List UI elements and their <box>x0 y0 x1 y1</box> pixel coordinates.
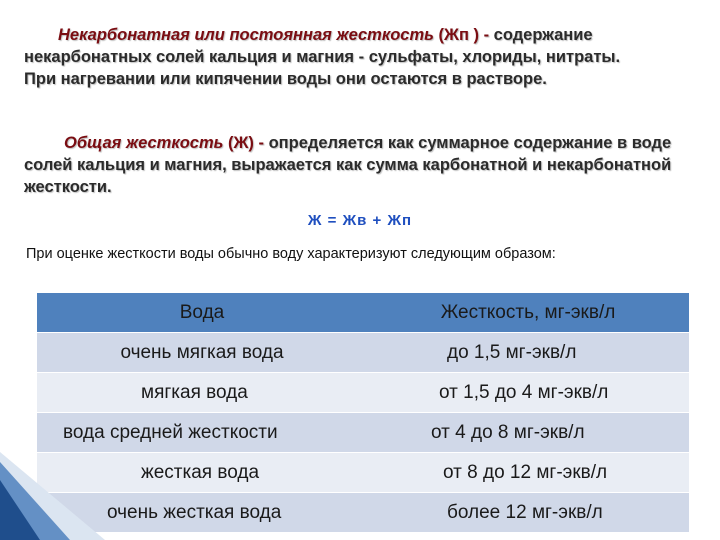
paragraph-total-hardness <box>24 132 704 198</box>
table-header-row <box>37 293 689 333</box>
cell-hardness: более 12 мг-экв/л <box>367 493 689 533</box>
header-hardness: Жесткость, мг-экв/л <box>367 293 689 333</box>
abbr-total: (Ж) - <box>228 134 264 152</box>
cell-water: очень жесткая вода <box>37 493 367 533</box>
cell-hardness: от 8 до 12 мг-экв/л <box>367 453 689 493</box>
cell-water: жесткая вода <box>37 453 367 493</box>
total-hardness-definition: определяется как суммарное содержание в воде солей кальция и магния, выражается как сумма карбонатной и некарбонатной жесткости. <box>24 134 672 196</box>
table-row <box>37 493 689 533</box>
abbr-noncarbonate: (Жп ) - <box>438 26 490 44</box>
table-row <box>37 413 689 453</box>
cell-hardness: до 1,5 мг-экв/л <box>367 333 689 373</box>
cell-hardness: от 4 до 8 мг-экв/л <box>367 413 689 453</box>
intro-note: При оценке жесткости воды обычно воду характеризуют следующим образом: <box>26 246 556 262</box>
cell-water: очень мягкая вода <box>37 333 367 373</box>
table-row <box>37 373 689 413</box>
noncarbonate-definition: содержание некарбонатных солей кальция и магния - сульфаты, хлориды, нитраты. <box>24 26 621 66</box>
noncarbonate-heating-note: При нагревании или кипячении воды они остаются в растворе. <box>24 70 547 88</box>
table-row <box>37 333 689 373</box>
term-total-hardness: Общая жесткость <box>64 134 224 152</box>
table-row <box>37 453 689 493</box>
cell-hardness: от 1,5 до 4 мг-экв/л <box>367 373 689 413</box>
paragraph-noncarbonate <box>24 24 704 90</box>
hardness-formula: Ж = Жв + Жп <box>307 212 413 229</box>
term-noncarbonate-hardness: Некарбонатная или постоянная жесткость <box>58 26 434 44</box>
cell-water: вода средней жесткости <box>37 413 367 453</box>
hardness-table <box>37 293 689 533</box>
corner-decoration <box>0 440 110 540</box>
header-water: Вода <box>37 293 367 333</box>
cell-water: мягкая вода <box>37 373 367 413</box>
